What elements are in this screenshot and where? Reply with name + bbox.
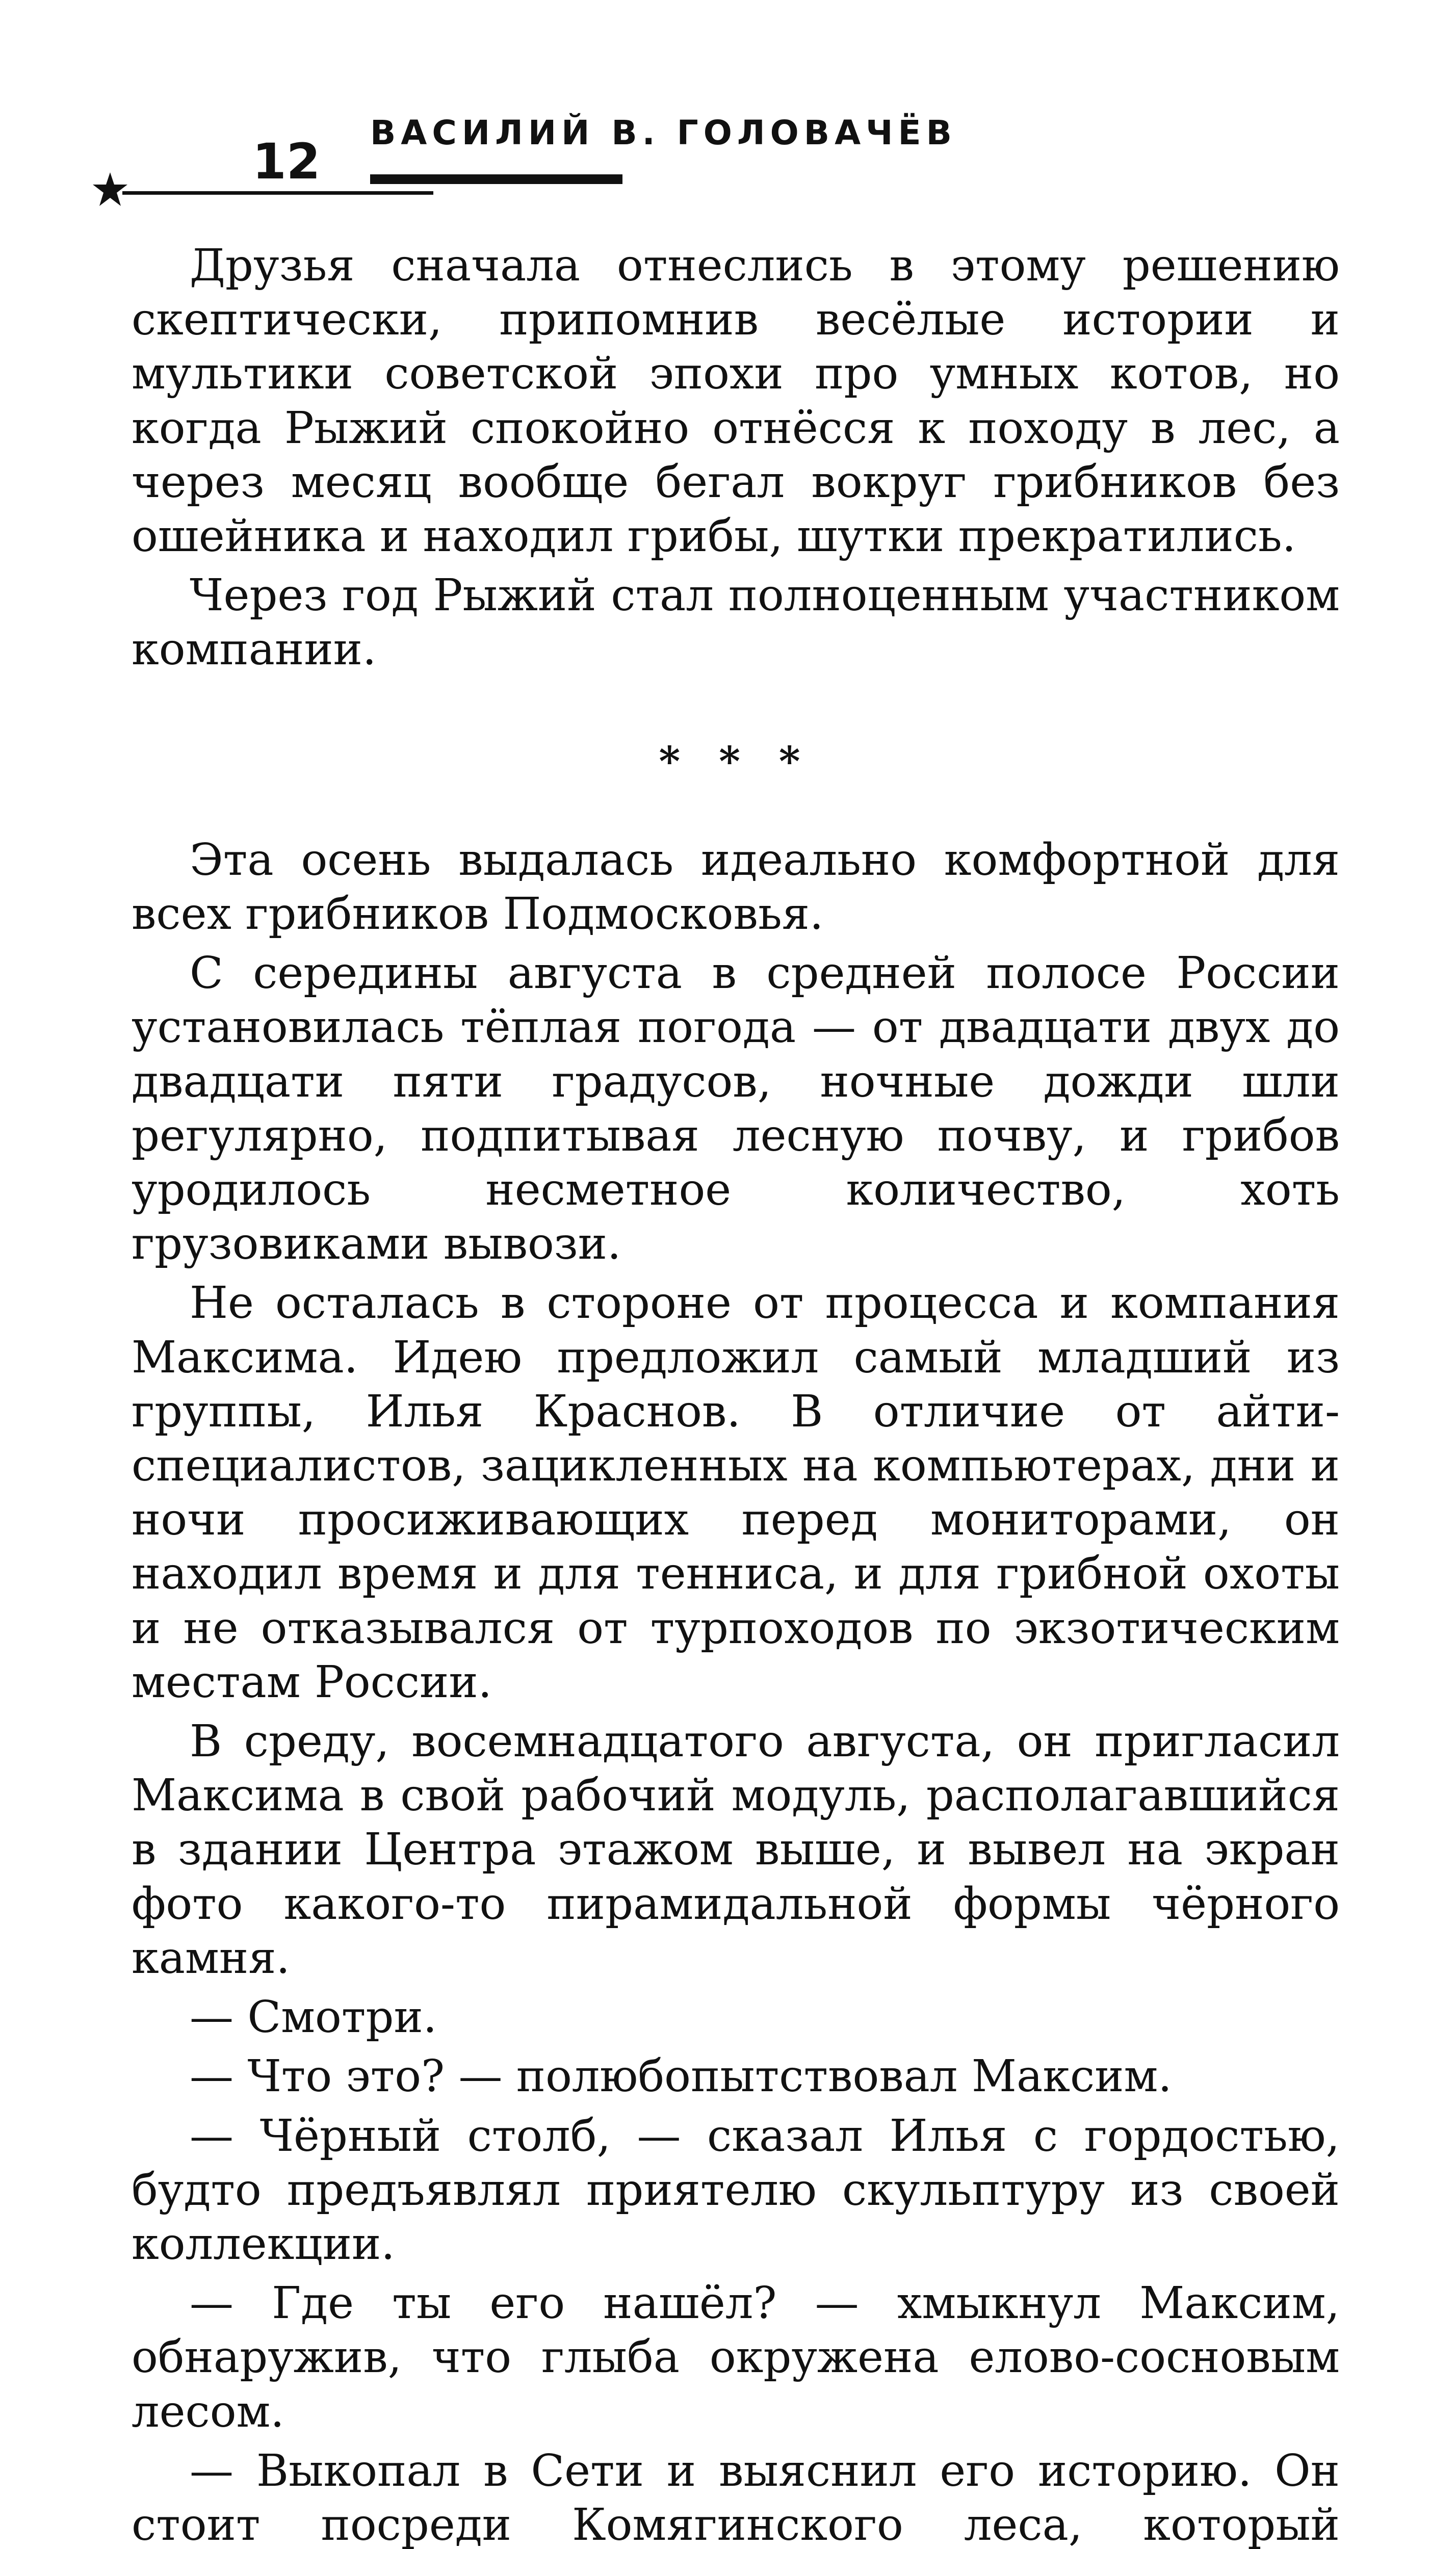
page-header — [0, 0, 1456, 214]
dialogue-line: — Выкопал в Сети и выяснил его историю. Он стоит посреди Комягинского леса, который — [132, 2445, 1340, 2549]
running-head-author: ВАСИЛИЙ В. ГОЛОВАЧЁВ — [370, 113, 957, 152]
paragraph: С середины августа в средней полосе России установилась тёплая погода — от двадцати двух до двадцати пяти градусов, ночные дожди шли регулярно, подпитывая лесную почву, и грибов уродилось несметное количество, хоть грузовиками вывози. — [132, 948, 1340, 1270]
dialogue-line: — Смотри. — [190, 1992, 437, 2043]
dialogue-line: — Чёрный столб, — сказал Илья с гордостью, будто предъявлял приятелю скульптуру из своей коллекции. — [132, 2110, 1340, 2270]
star-icon — [92, 171, 128, 208]
paragraph: В среду, восемнадцатого августа, он пригласил Максима в свой рабочий модуль, располагавшийся в здании Центра этажом выше, и вывел на экран фото какого-то пирамидальной формы чёрного камня. — [132, 1716, 1340, 1984]
body-text — [132, 239, 1340, 2549]
page-number: 12 — [252, 133, 321, 190]
dialogue-line: — Что это? — полюбопытствовал Максим. — [190, 2051, 1172, 2102]
header-rule-thin — [122, 191, 433, 195]
section-separator: * * * — [659, 737, 813, 785]
header-rule-thick — [370, 174, 622, 184]
paragraph: Друзья сначала отнеслись в этому решению скептически, припомнив весёлые истории и мультики советской эпохи про умных котов, но когда Рыжий спокойно отнёсся к походу в лес, а через месяц вообще бегал вокруг грибников без ошейника и находил грибы, шутки прекратились. — [132, 240, 1340, 562]
paragraph: Через год Рыжий стал полноценным участником компании. — [132, 570, 1340, 675]
paragraph: Эта осень выдалась идеально комфортной для всех грибников Подмосковья. — [132, 834, 1340, 940]
dialogue-line: — Где ты его нашёл? — хмыкнул Максим, обнаружив, что глыба окружена елово-сосновым лесом. — [132, 2278, 1340, 2437]
paragraph: Не осталась в стороне от процесса и компания Максима. Идею предложил самый младший из группы, Илья Краснов. В отличие от айти-специалистов, зацикленных на компьютерах, дни и ночи просиживающих перед мониторами, он находил время и для тенниса, и для грибной охоты и не отказывался от турпоходов по экзотическим местам России. — [132, 1278, 1340, 1708]
